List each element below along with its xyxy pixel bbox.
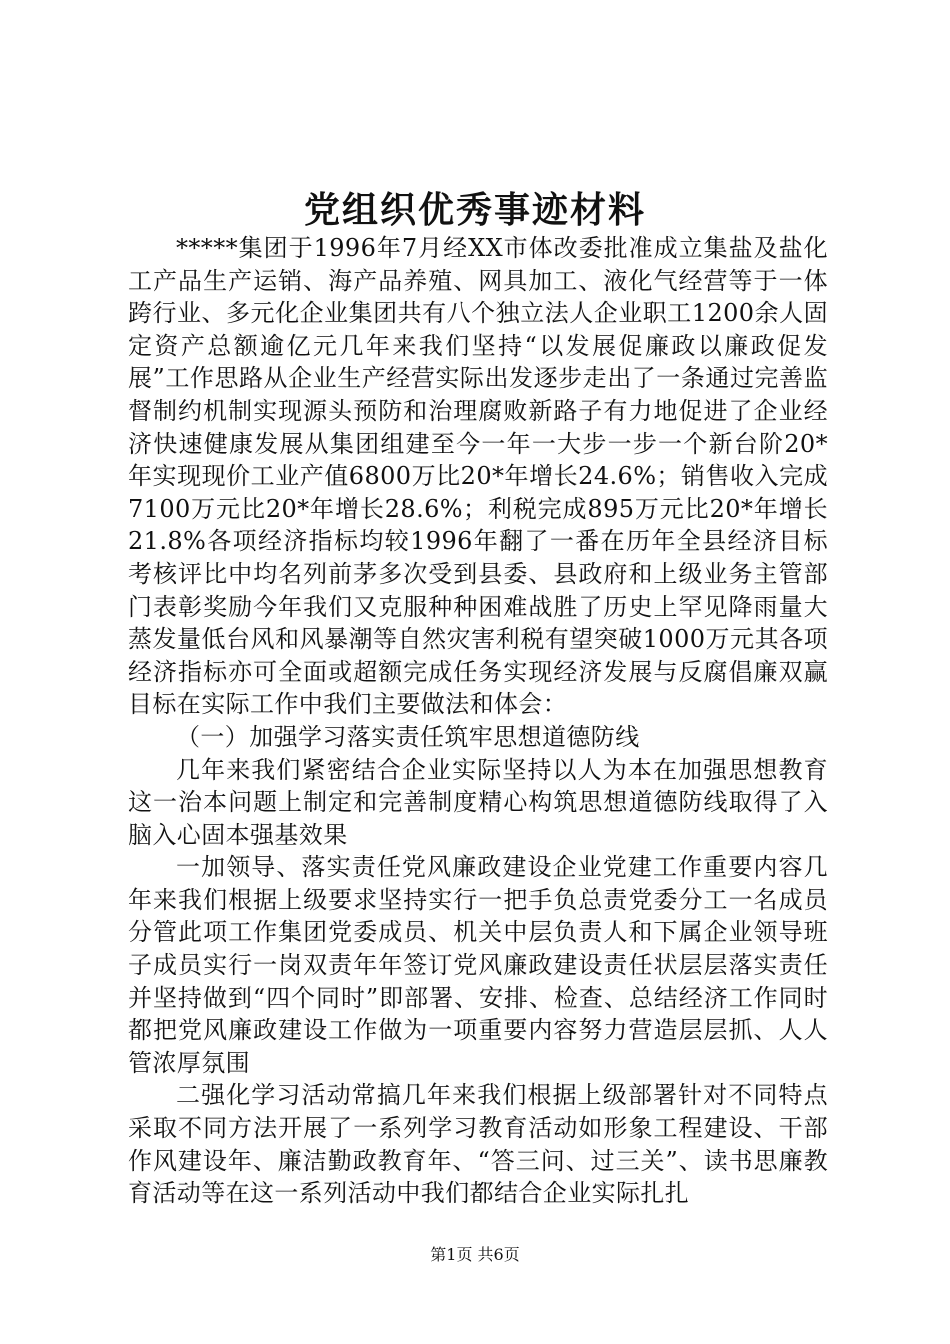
document-body: [128, 232, 828, 1210]
paragraph-intro: *****集团于1996年7月经XX市体改委批准成立集盐及盐化工产品生产运销、海产品养殖、网具加工、液化气经营等于一体跨行业、多元化企业集团共有八个独立法人企业职工1200余人固定资产总额逾亿元几年来我们坚持“以发展促廉政以廉政促发展”工作思路从企业生产经营实际出发逐步走出了一条通过完善监督制约机制实现源头预防和治理腐败新路子有力地促进了企业经济快速健康发展从集团组建至今一年一大步一步一个新台阶20*年实现现价工业产值6800万比20*年增长24.6%；销售收入完成7100万元比20*年增长28.6%；利税完成895万元比20*年增长21.8%各项经济指标均较1996年翻了一番在历年全县经济目标考核评比中均名列前茅多次受到县委、县政府和上级业务主管部门表彰奖励今年我们又克服种种困难战胜了历史上罕见降雨量大蒸发量低台风和风暴潮等自然灾害利税有望突破1000万元其各项经济指标亦可全面或超额完成任务实现经济发展与反腐倡廉双赢目标在实际工作中我们主要做法和体会：: [128, 234, 828, 719]
paragraph-section-intro: 几年来我们紧密结合企业实际坚持以人为本在加强思想教育这一治本问题上制定和完善制度精心构筑思想道德防线取得了入脑入心固本强基效果: [128, 755, 828, 849]
paragraph-point-two: 二强化学习活动常搞几年来我们根据上级部署针对不同特点采取不同方法开展了一系列学习教育活动如形象工程建设、干部作风建设年、廉洁勤政教育年、“答三问、过三关”、读书思廉教育活动等在这一系列活动中我们都结合企业实际扎扎: [128, 1081, 828, 1208]
paragraph-point-one: 一加领导、落实责任党风廉政建设企业党建工作重要内容几年来我们根据上级要求坚持实行一把手负总责党委分工一名成员分管此项工作集团党委成员、机关中层负责人和下属企业领导班子成员实行一岗双责年年签订党风廉政建设责任状层层落实责任并坚持做到“四个同时”即部署、安排、检查、总结经济工作同时都把党风廉政建设工作做为一项重要内容努力营造层层抓、人人管浓厚氛围: [128, 853, 828, 1077]
document-title: 党组织优秀事迹材料: [303, 189, 646, 231]
page-footer: 第1页 共6页: [430, 1245, 520, 1264]
section-heading: （一）加强学习落实责任筑牢思想道德防线: [176, 722, 640, 751]
